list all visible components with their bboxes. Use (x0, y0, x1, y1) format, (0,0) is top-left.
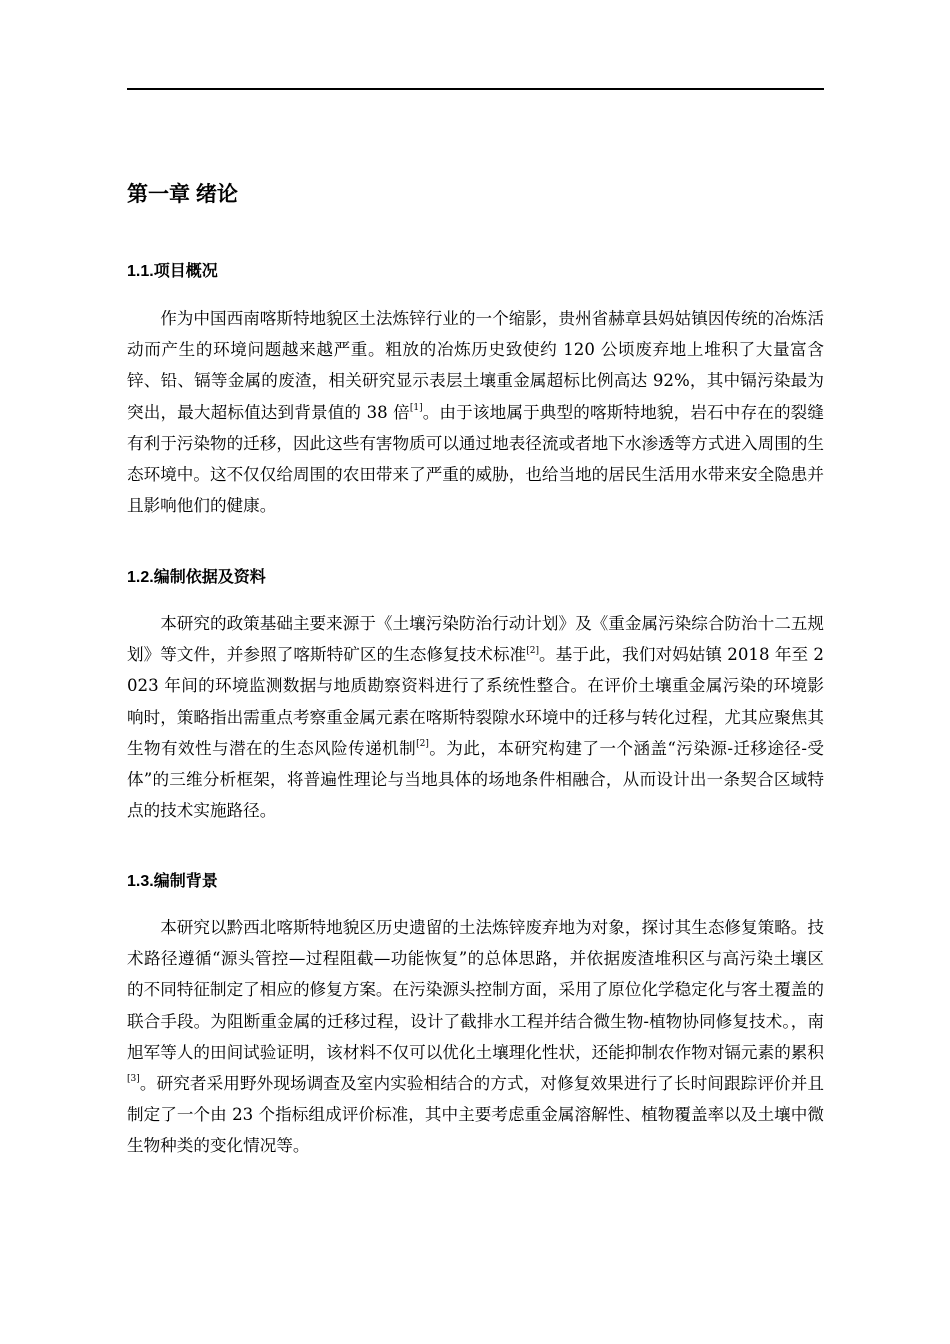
section-paragraph-1-1 (127, 303, 824, 521)
citation-ref: [2] (526, 645, 539, 656)
paragraph-text: 。为此，本研究构建了一个涵盖“污染源-迁移途径-受体”的三维分析框架，将普遍性理论与当地具体的场地条件相融合，从而设计出一条契合区域特点的技术实施路径。 (127, 738, 825, 821)
paragraph-text: 本研究以黔西北喀斯特地貌区历史遗留的土法炼锌废弃地为对象，探讨其生态修复策略。技术路径遵循“源头管控—过程阻截—功能恢复”的总体思路，并依据废渣堆积区与高污染土壤区的不同特征制定了相应的修复方案。在污染源头控制方面，采用了原位化学稳定化与客土覆盖的联合手段。为阻断重金属的迁移过程，设计了截排水工程并结合微生物-植物协同修复技术。，南旭军等人的田间试验证明，该材料不仅可以优化土壤理化性状，还能抑制农作物对镉元素的累积 (127, 918, 824, 1062)
section-heading-1-2: 1.2.编制依据及资料 (127, 569, 266, 586)
header-rule (127, 88, 824, 90)
paragraph-text: 作为中国西南喀斯特地貌区土法炼锌行业的一个缩影，贵州省赫章县妈姑镇因传统的冶炼活动而产生的环境问题越来越严重。粗放的冶炼历史致使约 120 公顷废弃地上堆积了大量富含锌、铅、镉等金属的废渣，相关研究显示表层土壤重金属超标比例高达 92%，其中镉污染最为突出，最大超标值达到背景值的 38 倍 (127, 309, 824, 422)
citation-ref: [2] (416, 739, 429, 750)
section-paragraph-1-2 (127, 608, 824, 826)
chapter-title: 第一章 绪论 (127, 183, 238, 206)
citation-ref: [3] (127, 1074, 140, 1085)
paragraph-text: 本研究的政策基础主要来源于《土壤污染防治行动计划》及《重金属污染综合防治十二五规划》等文件，并参照了喀斯特矿区的生态修复技术标准 (127, 614, 824, 665)
paragraph-text: 。研究者采用野外现场调查及室内实验相结合的方式，对修复效果进行了长时间跟踪评价并且制定了一个由 23 个指标组成评价标准，其中主要考虑重金属溶解性、植物覆盖率以及土壤中微生物种类的变化情况等。 (127, 1074, 824, 1156)
section-heading-1-1: 1.1.项目概况 (127, 263, 218, 280)
section-paragraph-1-3 (127, 912, 824, 1162)
citation-ref: [1] (409, 403, 423, 414)
paragraph-text: 。由于该地属于典型的喀斯特地貌，岩石中存在的裂缝有利于污染物的迁移，因此这些有害物质可以通过地表径流或者地下水渗透等方式进入周围的生态环境中。这不仅仅给周围的农田带来了严重的威胁，也给当地的居民生活用水带来安全隐患并且影响他们的健康。 (127, 402, 825, 516)
section-heading-1-3: 1.3.编制背景 (127, 873, 218, 890)
paragraph-text: 。基于此，我们对妈姑镇 2018 年至 2023 年间的环境监测数据与地质勘察资料进行了系统性整合。在评价土壤重金属污染的环境影响时，策略指出需重点考察重金属元素在喀斯特裂隙水环境中的迁移与转化过程，尤其应聚焦其生物有效性与潜在的生态风险传递机制 (127, 645, 824, 758)
